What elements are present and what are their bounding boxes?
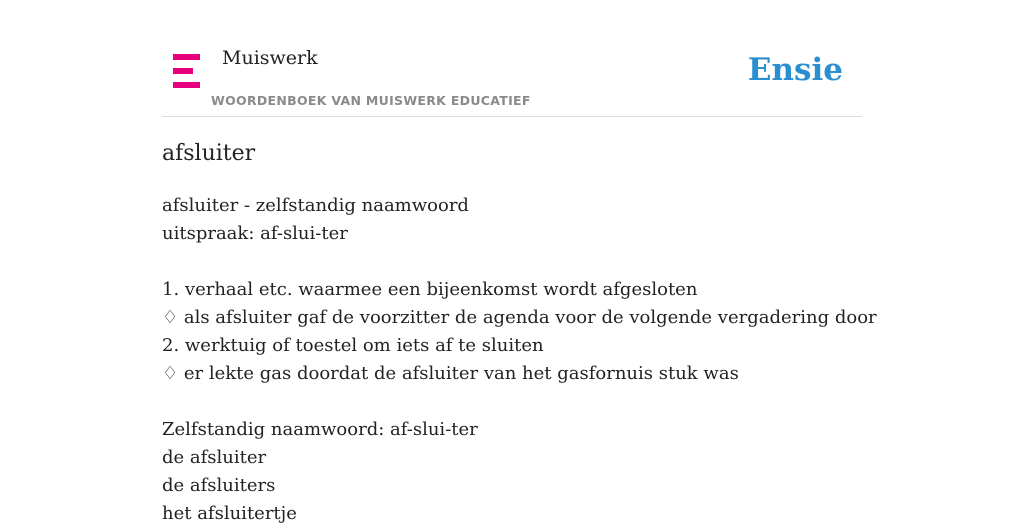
entry-line: het afsluitertje: [162, 503, 297, 524]
logo-bar-bottom: [173, 82, 200, 88]
ensie-logo[interactable]: Ensie: [747, 52, 843, 88]
entry-content: [162, 192, 882, 528]
logo-bar-middle: [173, 68, 193, 74]
entry-line: afsluiter - zelfstandig naamwoord: [162, 195, 469, 216]
entry-line: de afsluiters: [162, 475, 276, 496]
entry-line: Zelfstandig naamwoord: af-slui-ter: [162, 419, 478, 440]
muiswerk-logo-icon[interactable]: [173, 54, 200, 88]
logo-bar-top: [173, 54, 200, 60]
entry-line: [162, 248, 882, 276]
entry-title: afsluiter: [162, 141, 256, 166]
entry-line: ♢ als afsluiter gaf de voorzitter de agenda voor de volgende vergadering door: [162, 307, 877, 328]
dictionary-subtitle: WOORDENBOEK VAN MUISWERK EDUCATIEF: [211, 93, 531, 108]
entry-line: ♢ er lekte gas doordat de afsluiter van het gasfornuis stuk was: [162, 363, 739, 384]
entry-line: de afsluiter: [162, 447, 267, 468]
entry-line: 1. verhaal etc. waarmee een bijeenkomst wordt afgesloten: [162, 279, 698, 300]
entry-line: [162, 388, 882, 416]
site-header: [162, 0, 862, 117]
entry-line: uitspraak: af-slui-ter: [162, 223, 348, 244]
brand-name[interactable]: Muiswerk: [222, 47, 318, 69]
entry-line: 2. werktuig of toestel om iets af te sluiten: [162, 335, 544, 356]
